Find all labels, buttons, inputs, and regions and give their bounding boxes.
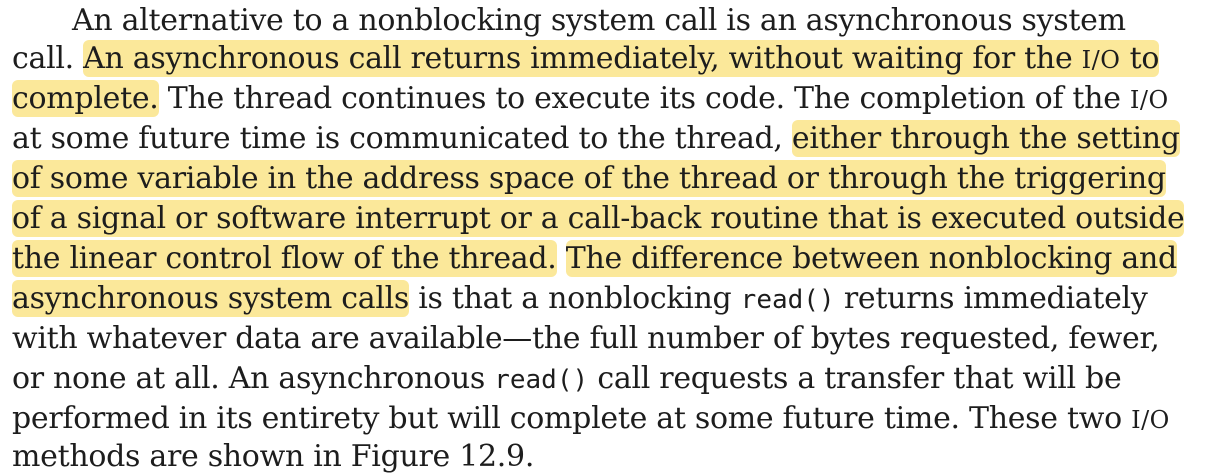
text-run-smallcaps: I/O	[1081, 46, 1121, 74]
text-run	[557, 241, 566, 276]
highlight-span: the linear control flow of the thread.	[12, 241, 557, 276]
text-run: or none at all. An asynchronous	[12, 361, 495, 396]
text-line-6	[12, 198, 1184, 240]
text-line-8	[12, 278, 1147, 320]
highlight-span: The difference between nonblocking and	[565, 241, 1177, 276]
text-run-smallcaps: I/O	[1129, 86, 1169, 114]
code-read: read()	[740, 285, 835, 315]
highlight-span	[83, 40, 1159, 77]
text-run: is that a nonblocking	[409, 281, 741, 316]
highlight-span: of some variable in the address space of the thread or through the triggering	[12, 161, 1166, 196]
text-run: call requests a transfer that will be	[588, 361, 1122, 396]
code-read: read()	[494, 365, 589, 395]
highlight-span: of a signal or software interrupt or a call-back routine that is executed outside	[12, 201, 1185, 236]
text-line-7	[12, 238, 1177, 280]
text-line-5	[12, 158, 1166, 200]
text-line-10	[12, 358, 1121, 400]
text-line-3	[12, 78, 1169, 120]
highlight-span: either through the setting	[791, 121, 1180, 156]
text-run: to	[1120, 41, 1160, 76]
text-run: performed in its entirety but will complete at some future time. These two	[12, 401, 1132, 436]
text-run: returns immediately	[834, 281, 1148, 316]
text-line-2	[12, 38, 1159, 80]
text-run: methods are shown in Figure 12.9.	[12, 439, 535, 473]
text-line-4	[12, 118, 1180, 160]
text-run: with whatever data are available—the full number of bytes requested, fewer,	[12, 321, 1160, 356]
text-line-1	[72, 0, 1126, 42]
text-run-smallcaps: I/O	[1131, 406, 1170, 434]
text-run: at some future time is communicated to the thread,	[12, 121, 792, 156]
text-line-12	[12, 436, 534, 473]
highlight-span: complete.	[12, 81, 159, 116]
text-line-11	[12, 398, 1170, 440]
text-run: call.	[12, 41, 84, 76]
highlight-span: asynchronous system calls	[12, 281, 410, 316]
text-line-9	[12, 318, 1159, 360]
text-run: The thread continues to execute its code. The completion of the	[158, 81, 1130, 116]
text-run: An alternative to a nonblocking system call is an asynchronous system	[72, 3, 1126, 38]
text-run: An asynchronous call returns immediately, without waiting for the	[83, 41, 1082, 76]
